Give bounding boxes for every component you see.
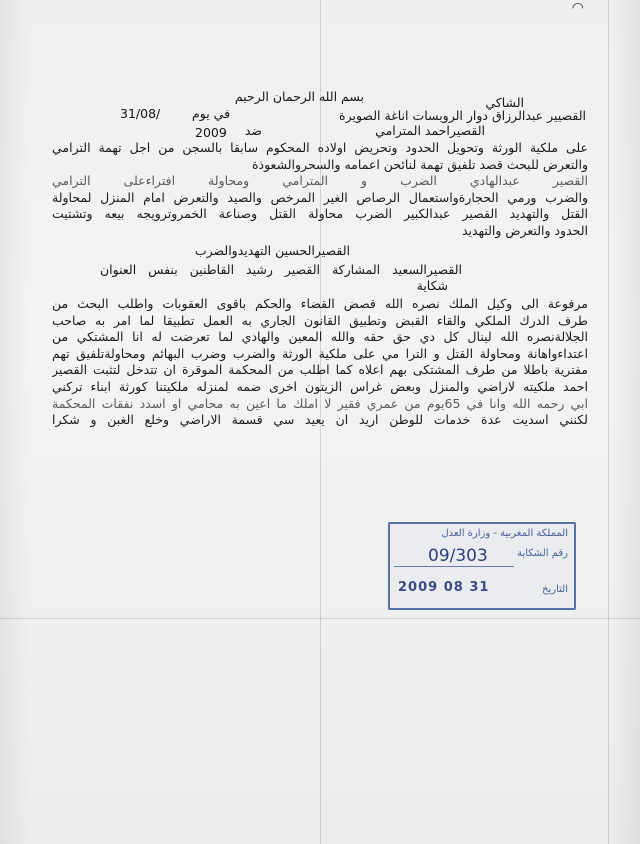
complaint-line: طرف الدرك الملكي والقاء القبض وتطبيق القانون الجاري به العمل تطبيقا لما امر به صاحب xyxy=(52,312,588,328)
basmala: بسم الله الرحمان الرحيم xyxy=(234,89,364,104)
accusation-line: والضرب ورمي الحجارةواستعمال الرصاص الغير المرخص والصيد والتعرض امام المنزل لمحاولة xyxy=(52,189,588,205)
accusation-line: الحدود والتعرض والتهديد xyxy=(461,222,588,238)
against-label: ضد xyxy=(244,123,262,138)
registration-stamp xyxy=(388,522,576,610)
complaint-line: اعتداءواهانة ومحاولة القتل و الترا مي على ملكية الورثة والضرب وضرب البهائم ومحاولةتلفيق تهم xyxy=(52,345,588,361)
letter-year: 2009 xyxy=(195,125,227,140)
complaint-body xyxy=(52,296,588,429)
defendant-name: القصيراحمد المترامي xyxy=(375,123,485,138)
complaint-title: شكاية xyxy=(416,278,448,293)
stamp-rule xyxy=(394,566,514,567)
stamp-complaint-label: رقم الشكاية xyxy=(517,548,568,559)
complainant-label: الشاكي xyxy=(485,95,524,110)
complainant-name: القصيير عبدالرزاق دوار الرويسات اناغة الصويرة xyxy=(339,108,586,123)
stamp-date: 2009 08 31 xyxy=(398,580,490,595)
corner-mark-icon: ◠ xyxy=(571,0,584,16)
accusation-line: على ملكية الورثة وتحويل الحدود وتحريض اولاده المحكوم سابقا بالسجن من اجل تهمة الترامي xyxy=(52,140,588,155)
complaint-line: الجلالةنصره الله لينال كل دي حق حقه والله المعين والهادي لما تعرضت له انا المشتكي من xyxy=(52,329,588,345)
accusation-line: والتعرض للبحث قصد تلفيق تهمة لنائحن اعمامه والسحروالشعوذة xyxy=(251,156,588,172)
paper-fold-horizontal xyxy=(0,618,640,619)
complaint-line: مفترية باطلا من طرف المشتكى بهم اعلاه كما اطلب من المحكمة الموقرة ان تتدخل لتثبت القصير xyxy=(52,362,588,378)
paper-fold-edge xyxy=(608,0,609,844)
accusation-line: القصير عبدالهادي الضرب و المترامي ومحاولة افتراءعلى الترامي xyxy=(52,173,588,189)
stamp-date-label: التاريخ xyxy=(542,584,568,595)
complaint-line: مرفوعة الى وكيل الملك نصره الله قصض القضاء والحكم باقوى العقوبات واطلب البحث من xyxy=(52,296,588,311)
party-line-1: القصيرالحسين التهديدوالضرب xyxy=(194,243,350,258)
date-prefix: في يوم xyxy=(192,106,231,121)
accusation-line: القتل والتهديد القصير عبدالكبير الضرب محاولة القتل وصناعة الخمروترويجه بيعه وتشتيت xyxy=(52,206,588,222)
party-line-2: القصيرالسعيد المشاركة القصير رشيد القاطنين بنفس العنوان xyxy=(100,262,462,277)
stamp-complaint-number: 09/303 xyxy=(428,546,488,566)
accusations-block xyxy=(52,140,588,240)
complaint-line: ابي رحمه الله وانا في 65يوم من عمري فقير لا املك ما اعين به محامي او اسدد نفقات المحكمة xyxy=(52,395,588,411)
complaint-line: لكنني اسديت عدة خدمات للوطن اريد ان يعيد سي قسمة الاراضي وخلع الغبن و شكرا xyxy=(52,412,588,428)
complaint-line: احمد ملكيته لاراضي والمنزل وبعض غراس الزيتون اخرى ضمه لمنزله ملكيتنا كورثة ابناء تركني xyxy=(52,378,588,394)
date-value: 31/08/ xyxy=(120,106,161,121)
stamp-authority: المملكة المغربية - وزارة العدل xyxy=(441,528,568,539)
